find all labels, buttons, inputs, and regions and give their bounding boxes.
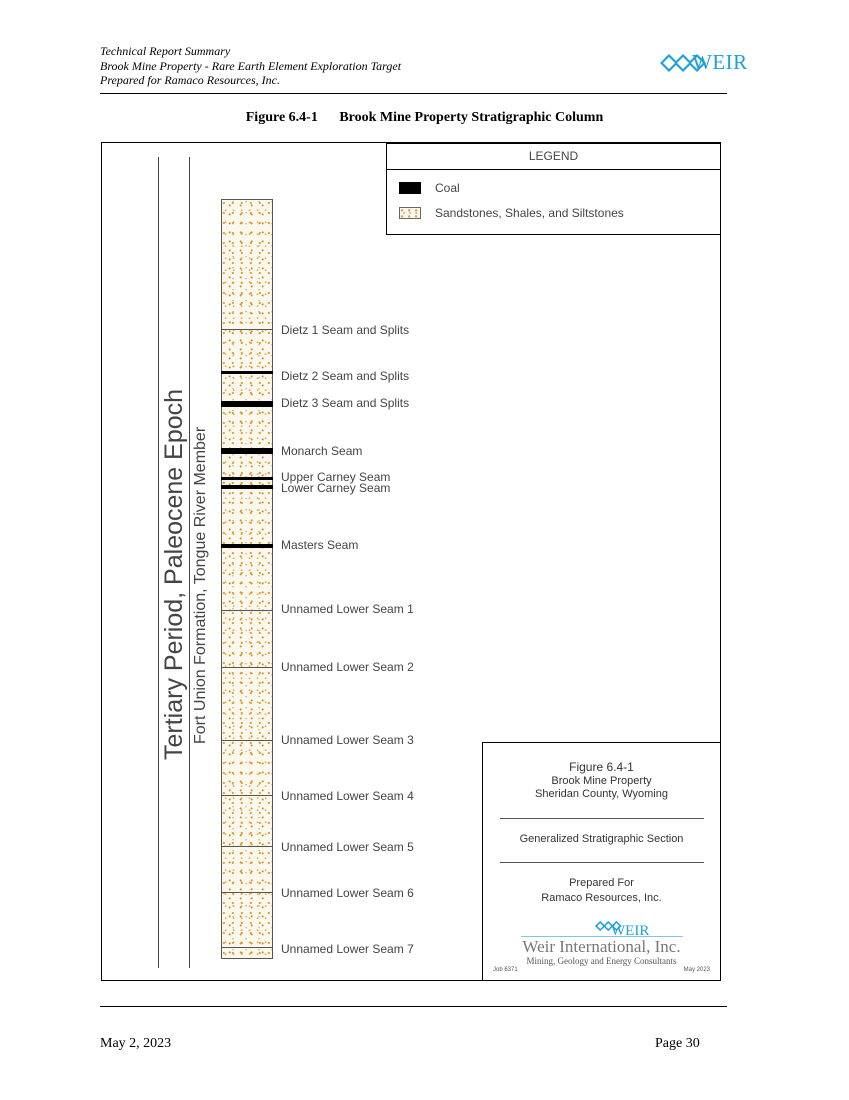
formation-bracket-line [189,157,190,968]
legend-label-sandstone: Sandstones, Shales, and Siltstones [435,206,624,220]
stratigraphic-column [221,199,273,959]
formation-label: Fort Union Formation, Tongue River Member [192,426,209,744]
title-block-section: Generalized Stratigraphic Section [519,833,684,845]
footer-divider [100,1006,727,1007]
legend [386,143,721,235]
legend-item-coal [399,181,460,195]
seam-label-unnamed-4: Unnamed Lower Seam 4 [281,789,414,803]
seam-label-unnamed-3: Unnamed Lower Seam 3 [281,733,414,747]
title-block-figure: Figure 6.4-1 [569,760,634,774]
title-block-prepared-label: Prepared For [569,877,634,889]
title-block-job: Job 6371 [493,967,518,973]
seam-label-dietz-3: Dietz 3 Seam and Splits [281,396,410,410]
seam-label-upper-carney: Upper Carney Seam [281,470,391,484]
sandstone-swatch-icon [399,207,421,219]
seam-label-unnamed-2: Unnamed Lower Seam 2 [281,660,414,674]
seam-marker-upper-carney [221,477,273,480]
period-label: Tertiary Period, Paleocene Epoch [160,388,188,760]
title-block-location: Sheridan County, Wyoming [535,788,668,800]
seam-marker-monarch [221,448,273,454]
header-text [100,44,401,88]
title-block-property: Brook Mine Property [551,775,652,787]
seam-marker-unnamed-4 [221,795,273,796]
seam-label-unnamed-7: Unnamed Lower Seam 7 [281,942,414,956]
seam-label-unnamed-5: Unnamed Lower Seam 5 [281,840,414,854]
footer-page-number: Page 30 [655,1036,700,1051]
seam-marker-unnamed-6 [221,892,273,893]
seam-label-dietz-1: Dietz 1 Seam and Splits [281,323,410,337]
seam-marker-unnamed-2 [221,667,273,668]
legend-item-sandstone [399,206,624,220]
title-block [482,742,721,981]
coal-swatch-icon [399,182,421,194]
seam-marker-dietz-2 [221,371,273,374]
seam-label-unnamed-1: Unnamed Lower Seam 1 [281,602,414,616]
title-block-divider-2 [500,862,704,863]
seam-marker-unnamed-7 [221,947,273,948]
seam-label-masters: Masters Seam [281,538,359,552]
seam-marker-unnamed-1 [221,610,273,611]
seam-marker-unnamed-5 [221,846,273,847]
seam-label-dietz-2: Dietz 2 Seam and Splits [281,369,410,383]
header-logo-text: WEIR [692,50,748,74]
seam-label-lower-carney: Lower Carney Seam [281,481,391,495]
figure-number: Figure 6.4-1 [245,110,318,125]
legend-label-coal: Coal [435,181,460,195]
title-block-company: Weir International, Inc. [522,937,681,956]
header-line-2: Brook Mine Property - Rare Earth Element Exploration Target [100,58,402,73]
seam-label-monarch: Monarch Seam [281,444,363,458]
title-block-logo-text: WEIR [611,923,650,939]
footer-date: May 2, 2023 [100,1036,172,1051]
header-divider [100,93,727,94]
title-block-tagline: Mining, Geology and Energy Consultants [526,956,677,966]
figure-caption [0,110,849,126]
header-line-1: Technical Report Summary [100,44,231,58]
period-bracket-line [158,157,159,968]
header-line-3: Prepared for Ramaco Resources, Inc. [100,73,280,87]
legend-title: LEGEND [387,144,720,170]
seam-marker-unnamed-3 [221,740,273,741]
seam-marker-lower-carney [221,485,273,489]
title-block-divider-1 [500,818,704,819]
seam-marker-dietz-1 [221,329,273,330]
seam-marker-masters [221,544,273,548]
seam-marker-dietz-3 [221,401,273,407]
title-block-date: May 2023 [683,967,710,973]
seam-label-unnamed-6: Unnamed Lower Seam 6 [281,886,414,900]
figure-title: Brook Mine Property Stratigraphic Column [339,110,604,125]
title-block-prepared-for: Ramaco Resources, Inc. [541,892,662,904]
